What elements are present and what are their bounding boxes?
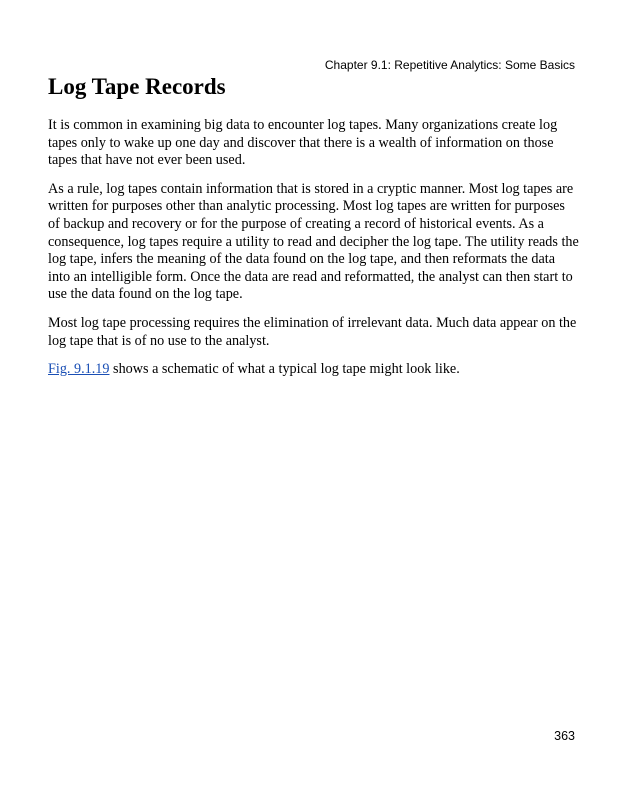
paragraph-1: It is common in examining big data to encounter log tapes. Many organizations create log tapes only to wake up one day and discover that there is a wealth of information on those tapes that have not ever been used. — [48, 117, 558, 169]
figure-reference-link[interactable]: Fig. 9.1.19 — [48, 361, 110, 378]
page-number: 363 — [554, 729, 575, 743]
running-header: Chapter 9.1: Repetitive Analytics: Some Basics — [324, 58, 575, 72]
section-title: Log Tape Records — [48, 74, 226, 99]
figure-reference-text: shows a schematic of what a typical log tape might look like. — [109, 361, 460, 378]
paragraph-4 — [48, 361, 580, 379]
body-text — [48, 117, 580, 390]
paragraph-2: As a rule, log tapes contain information that is stored in a cryptic manner. Most log tapes are written for purposes other than analytic processing. Most log tapes are written for purposes of backup and recovery or for the purpose of creating a record of historical events. As a consequence, log tapes require a utility to read and decipher the log tape. The utility reads the log tape, infers the meaning of the data found on the log tape, and then reformats the data into an intelligible form. Once the data are read and reformatted, the analyst can then start to use the data found on the log tape. — [48, 180, 579, 303]
paragraph-3: Most log tape processing requires the elimination of irrelevant data. Much data appear on the log tape that is of no use to the analyst. — [48, 314, 577, 349]
